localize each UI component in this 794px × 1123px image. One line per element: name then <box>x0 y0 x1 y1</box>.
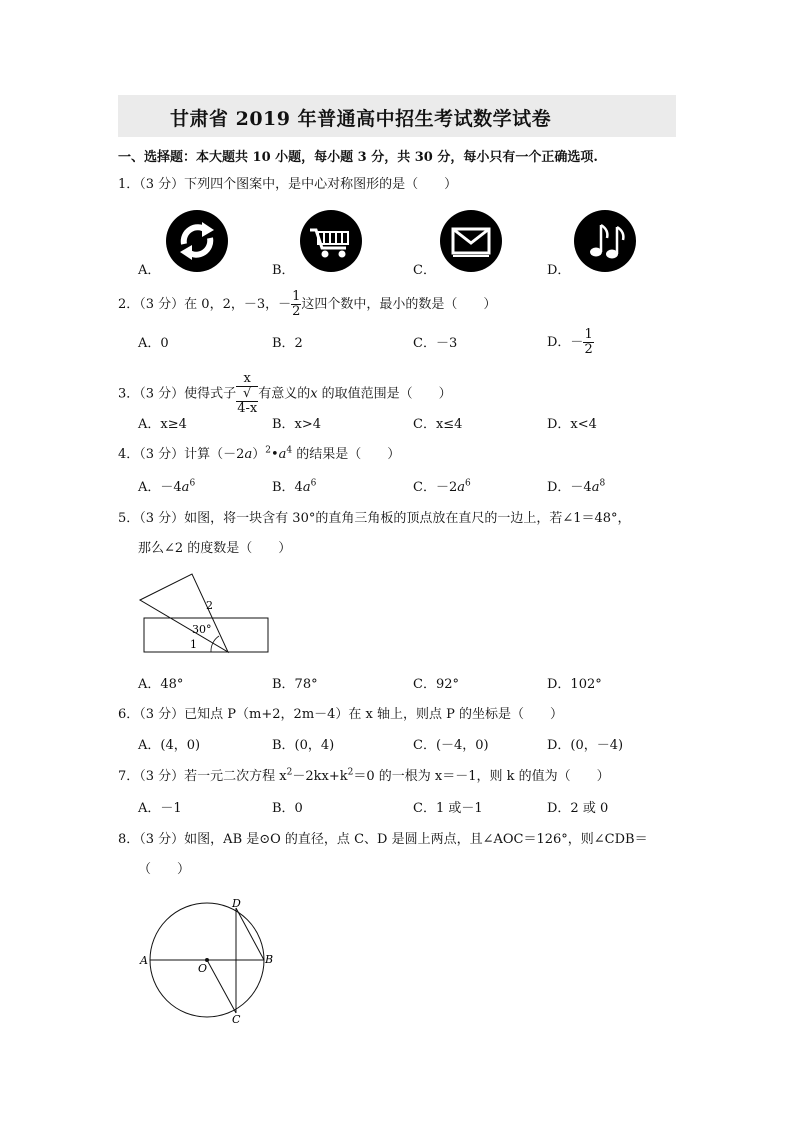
q4-exp-2: 2 <box>265 445 271 456</box>
q2-fraction <box>291 290 301 319</box>
q4-optb-var: a <box>302 480 311 495</box>
page-title: 甘肃省 2019 年普通高中招生考试数学试卷 <box>170 108 552 130</box>
q7-exp-b: 2 <box>347 767 354 778</box>
music-note-icon <box>574 210 636 272</box>
envelope-icon <box>440 210 502 272</box>
segment-oc <box>207 960 236 1013</box>
q5-option-d: D．102° <box>547 677 602 692</box>
recycle-arrows-icon <box>166 210 228 272</box>
question-8-line1: 8．（3 分）如图，AB 是⊙O 的直径，点 C、D 是圆上两点，且∠AOC＝126°，则∠CDB＝ <box>118 832 648 847</box>
q5-option-c: C．92° <box>413 677 459 692</box>
q4-option-d <box>547 479 605 497</box>
question-1: 1．（3 分）下列四个图案中，是中心对称图形的是（ ） <box>118 177 458 192</box>
q2-optd-den: 2 <box>584 342 593 357</box>
q2-frac-num: 1 <box>292 289 301 304</box>
question-2 <box>118 290 496 319</box>
q2-option-b: B．2 <box>272 336 303 351</box>
q7-option-d: D．2 或 0 <box>547 801 609 816</box>
q4-text-c: • <box>270 447 279 462</box>
q4-option-c <box>413 479 471 497</box>
q7-option-b: B．0 <box>272 801 303 816</box>
q4-optc-var: a <box>457 480 465 495</box>
question-5-line2: 那么∠2 的度数是（ ） <box>138 541 292 556</box>
q7-option-a: A．－1 <box>138 801 182 816</box>
q3-option-a: A．x≥4 <box>138 417 187 432</box>
q4-optd-pre: D．－4 <box>547 480 592 495</box>
q4-optd-var: a <box>591 480 600 495</box>
q4-option-a <box>138 479 195 497</box>
q4-optd-exp: 8 <box>599 478 606 489</box>
q6-option-d: D．(0，－4) <box>547 738 624 753</box>
q3-suffix-b: 的取值范围是（ ） <box>317 386 452 402</box>
q3-option-d: D．x<4 <box>547 417 597 432</box>
q7-exp-a: 2 <box>286 767 293 778</box>
q2-option-c: C．－3 <box>413 336 458 351</box>
q4-optc-exp: 6 <box>464 478 471 489</box>
q4-optb-exp: 6 <box>310 478 317 489</box>
q4-var-a: a <box>244 447 253 462</box>
q6-option-a: A．(4，0) <box>138 738 201 753</box>
q2-suffix: 这四个数中，最小的数是（ ） <box>301 297 497 312</box>
q1-option-b: B． <box>272 263 295 278</box>
q2-optd-fraction <box>583 328 593 357</box>
q5-figure <box>136 570 276 660</box>
question-7 <box>118 768 610 786</box>
q3-option-b: B．x>4 <box>272 417 322 432</box>
q1-option-c: C． <box>413 263 436 278</box>
q4-text-b: ） <box>252 447 266 462</box>
q3-var: x <box>310 386 318 402</box>
q3-suffix-a: 有意义的 <box>258 386 311 402</box>
q4-optc-pre: C．－2 <box>413 480 458 495</box>
segment-db <box>236 908 264 960</box>
question-8-line2: （ ） <box>138 862 191 877</box>
q5-option-b: B．78° <box>272 677 318 692</box>
q8-label-a: A <box>140 954 148 967</box>
q3-radicand: 4-x <box>237 401 258 416</box>
q4-optb-pre: B．4 <box>272 480 303 495</box>
q4-opta-exp: 6 <box>189 478 196 489</box>
q3-frac-num: x <box>236 372 258 387</box>
q8-figure <box>136 892 286 1027</box>
q8-label-b: B <box>265 953 274 966</box>
question-6: 6．（3 分）已知点 P（m+2，2m－4）在 x 轴上，则点 P 的坐标是（ ） <box>118 707 564 722</box>
q5-option-a: A．48° <box>138 677 184 692</box>
q1-option-d: D． <box>547 263 571 278</box>
q4-opta-pre: A．－4 <box>138 480 182 495</box>
q8-label-c: C <box>232 1013 241 1026</box>
q2-frac-den: 2 <box>292 304 301 319</box>
q4-var-b: a <box>278 447 287 462</box>
q7-text-a: 7．（3 分）若一元二次方程 x <box>118 769 287 784</box>
q5-label-1: 1 <box>190 638 197 651</box>
q5-label-30: 30° <box>192 623 212 636</box>
question-3 <box>118 372 452 416</box>
q8-label-o: O <box>198 962 208 975</box>
question-4 <box>118 446 400 464</box>
q4-opta-var: a <box>181 480 190 495</box>
q8-label-d: D <box>232 897 241 910</box>
q3-fraction <box>236 372 258 416</box>
q2-option-a: A．0 <box>138 336 169 351</box>
q2-option-d <box>547 328 594 357</box>
q7-text-b: －2kx+k <box>292 769 348 784</box>
q3-sqrt-sign: √ <box>243 386 252 401</box>
q6-option-c: C．(－4，0) <box>413 738 489 753</box>
q7-option-c: C．1 或－1 <box>413 801 483 816</box>
q2-optd-num: 1 <box>584 327 593 342</box>
q2-prefix: 2．（3 分）在 0，2，－3，－ <box>118 297 292 312</box>
q3-prefix: 3．（3 分）使得式子 <box>118 386 237 402</box>
question-5-line1: 5．（3 分）如图，将一块含有 30°的直角三角板的顶点放在直尺的一边上，若∠1＝48°， <box>118 511 631 526</box>
q6-option-b: B．(0，4) <box>272 738 335 753</box>
q4-option-b <box>272 479 316 497</box>
q4-text-a: 4．（3 分）计算（－2 <box>118 447 245 462</box>
q1-option-a: A． <box>138 263 161 278</box>
q4-exp-4: 4 <box>286 445 293 456</box>
q7-text-c: ＝0 的一根为 x＝－1，则 k 的值为（ ） <box>353 769 610 784</box>
shopping-cart-icon <box>300 210 362 272</box>
section-header: 一、选择题：本大题共 10 小题，每小题 3 分，共 30 分，每小只有一个正确选项. <box>118 150 598 165</box>
q3-option-c: C．x≤4 <box>413 417 463 432</box>
q5-label-2: 2 <box>206 599 213 612</box>
q4-text-d: 的结果是（ ） <box>292 447 401 462</box>
q2-optd-prefix: D．－ <box>547 335 584 350</box>
